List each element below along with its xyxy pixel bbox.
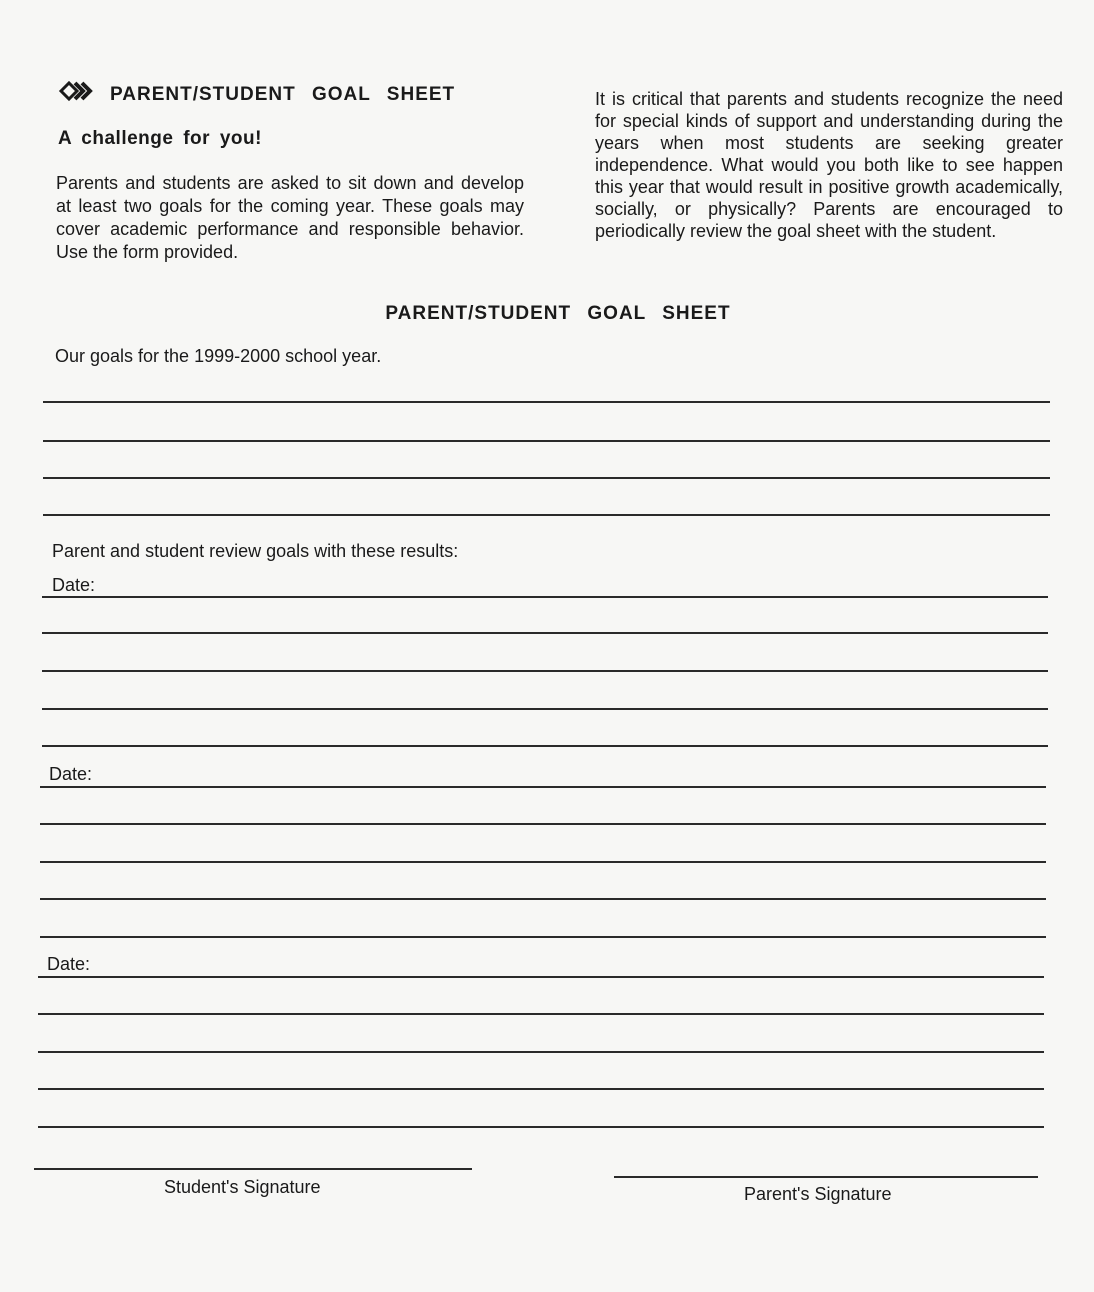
review-2-line-1[interactable]: [40, 786, 1046, 788]
date-label-1: Date:: [52, 575, 96, 595]
review-2-line-3[interactable]: [40, 861, 1046, 863]
intro-left-paragraph: Parents and students are asked to sit down and develop at least two goals for the coming year. These goals may cover academic performance and responsible behavior. Use the form provided.: [56, 173, 524, 262]
review-1-line-1[interactable]: [42, 596, 1048, 598]
intro-right-paragraph: It is critical that parents and students recognize the need for special kinds of support and understanding during the years when most students are seeking greater independence. What would you both like to see happen this year that would result in positive growth academically, socially, or physically? Parents are encouraged to periodically review the goal sheet with the student.: [595, 89, 1063, 241]
date-label-3: Date:: [47, 954, 91, 974]
review-2-line-4[interactable]: [40, 898, 1046, 900]
goal-line-4[interactable]: [43, 514, 1050, 516]
review-3-line-2[interactable]: [38, 1013, 1044, 1015]
parent-signature-label: Parent's Signature: [744, 1184, 892, 1204]
student-signature-line[interactable]: [34, 1168, 472, 1170]
goals-prompt: Our goals for the 1999-2000 school year.: [55, 346, 382, 366]
page-subtitle: A challenge for you!: [58, 128, 262, 149]
review-3-line-4[interactable]: [38, 1088, 1044, 1090]
review-1-line-2[interactable]: [42, 632, 1048, 634]
date-label-2: Date:: [49, 764, 93, 784]
review-3-line-5[interactable]: [38, 1126, 1044, 1128]
student-signature-label: Student's Signature: [164, 1177, 321, 1197]
review-2-line-2[interactable]: [40, 823, 1046, 825]
review-prompt: Parent and student review goals with these results:: [52, 541, 459, 561]
double-chevron-icon: [58, 80, 94, 102]
goal-line-1[interactable]: [43, 401, 1050, 403]
review-1-line-3[interactable]: [42, 670, 1048, 672]
goal-line-3[interactable]: [43, 477, 1050, 479]
form-title: PARENT/STUDENT GOAL SHEET: [385, 303, 731, 324]
review-1-line-4[interactable]: [42, 708, 1048, 710]
review-3-line-3[interactable]: [38, 1051, 1044, 1053]
parent-signature-line[interactable]: [614, 1176, 1038, 1178]
page-title: PARENT/STUDENT GOAL SHEET: [110, 84, 456, 105]
review-1-line-5[interactable]: [42, 745, 1048, 747]
review-3-line-1[interactable]: [38, 976, 1044, 978]
goal-line-2[interactable]: [43, 440, 1050, 442]
review-2-line-5[interactable]: [40, 936, 1046, 938]
